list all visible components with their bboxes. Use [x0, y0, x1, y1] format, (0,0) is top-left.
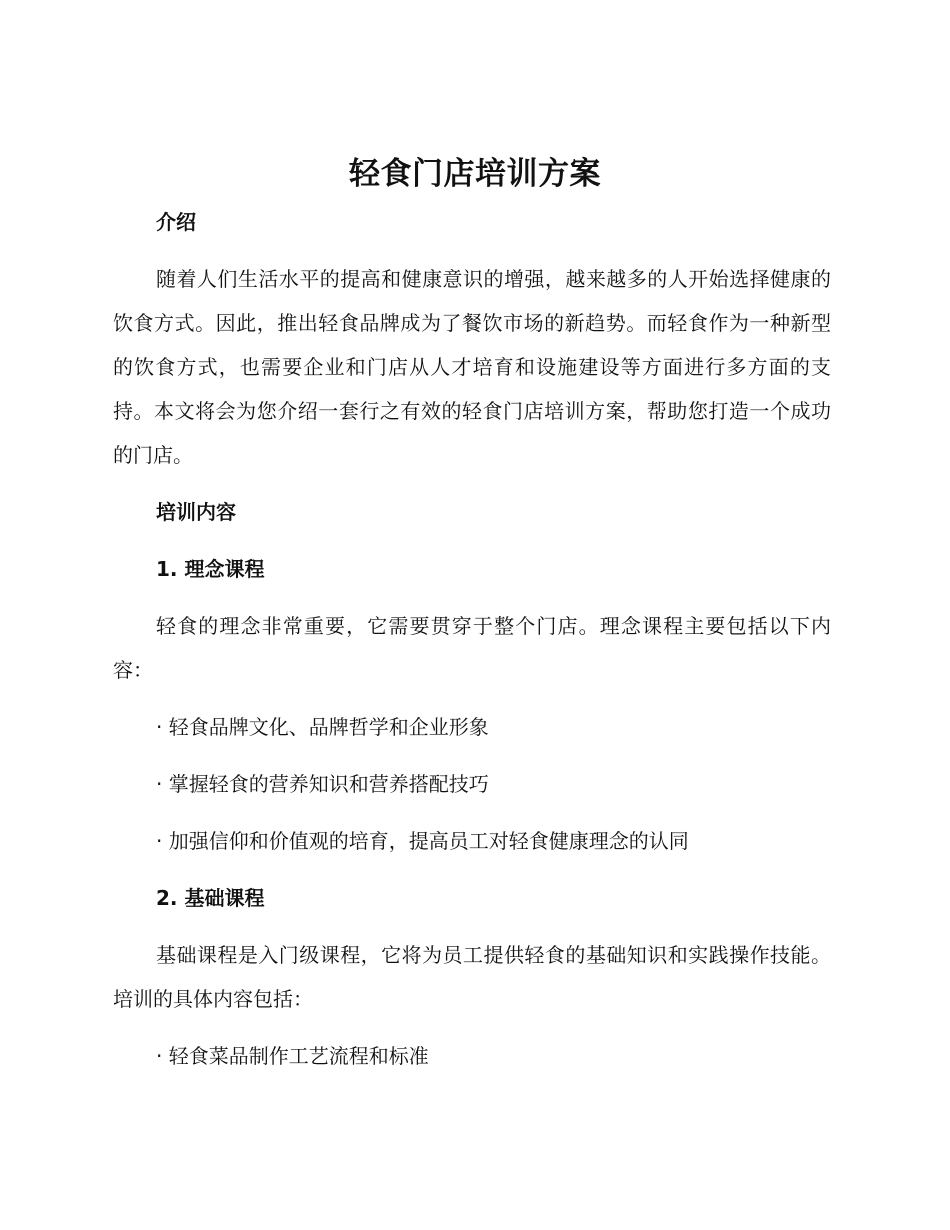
- spacer: [113, 591, 831, 604]
- training-content-heading: 培训内容: [156, 500, 236, 524]
- section-2-heading: 2. 基础课程: [156, 886, 265, 910]
- section-1-heading: 1. 理念课程: [156, 557, 265, 581]
- list-item: · 掌握轻食的营养知识和营养搭配技巧: [156, 772, 489, 796]
- list-item: · 轻食菜品制作工艺流程和标准: [156, 1044, 429, 1068]
- list-item: · 轻食品牌文化、品牌哲学和企业形象: [156, 715, 489, 739]
- spacer: [113, 534, 831, 547]
- intro-paragraph: 随着人们生活水平的提高和健康意识的增强，越来越多的人开始选择健康的饮食方式。因此，推出轻食品牌成为了餐饮市场的新趋势。而轻食作为一种新型的饮食方式，也需要企业和门店从人才培育和设施建设等方面进行多方面的支持。本文将会为您介绍一套行之有效的轻食门店培训方案，帮助您打造一个成功的门店。: [113, 267, 831, 467]
- spacer: [113, 749, 831, 762]
- spacer: [113, 692, 831, 705]
- intro-heading: 介绍: [156, 210, 196, 234]
- list-item: · 加强信仰和价值观的培育，提高员工对轻食健康理念的认同: [156, 829, 689, 853]
- spacer: [113, 244, 831, 257]
- document-title: 轻食门店培训方案: [349, 156, 601, 192]
- spacer: [113, 806, 831, 819]
- section-1-paragraph: 轻食的理念非常重要，它需要贯穿于整个门店。理念课程主要包括以下内容：: [113, 614, 831, 682]
- spacer: [113, 1021, 831, 1034]
- spacer: [113, 477, 831, 490]
- spacer: [113, 863, 831, 876]
- document-body: [113, 200, 831, 1078]
- section-2-paragraph: 基础课程是入门级课程，它将为员工提供轻食的基础知识和实践操作技能。培训的具体内容包括：: [113, 943, 831, 1011]
- spacer: [113, 920, 831, 933]
